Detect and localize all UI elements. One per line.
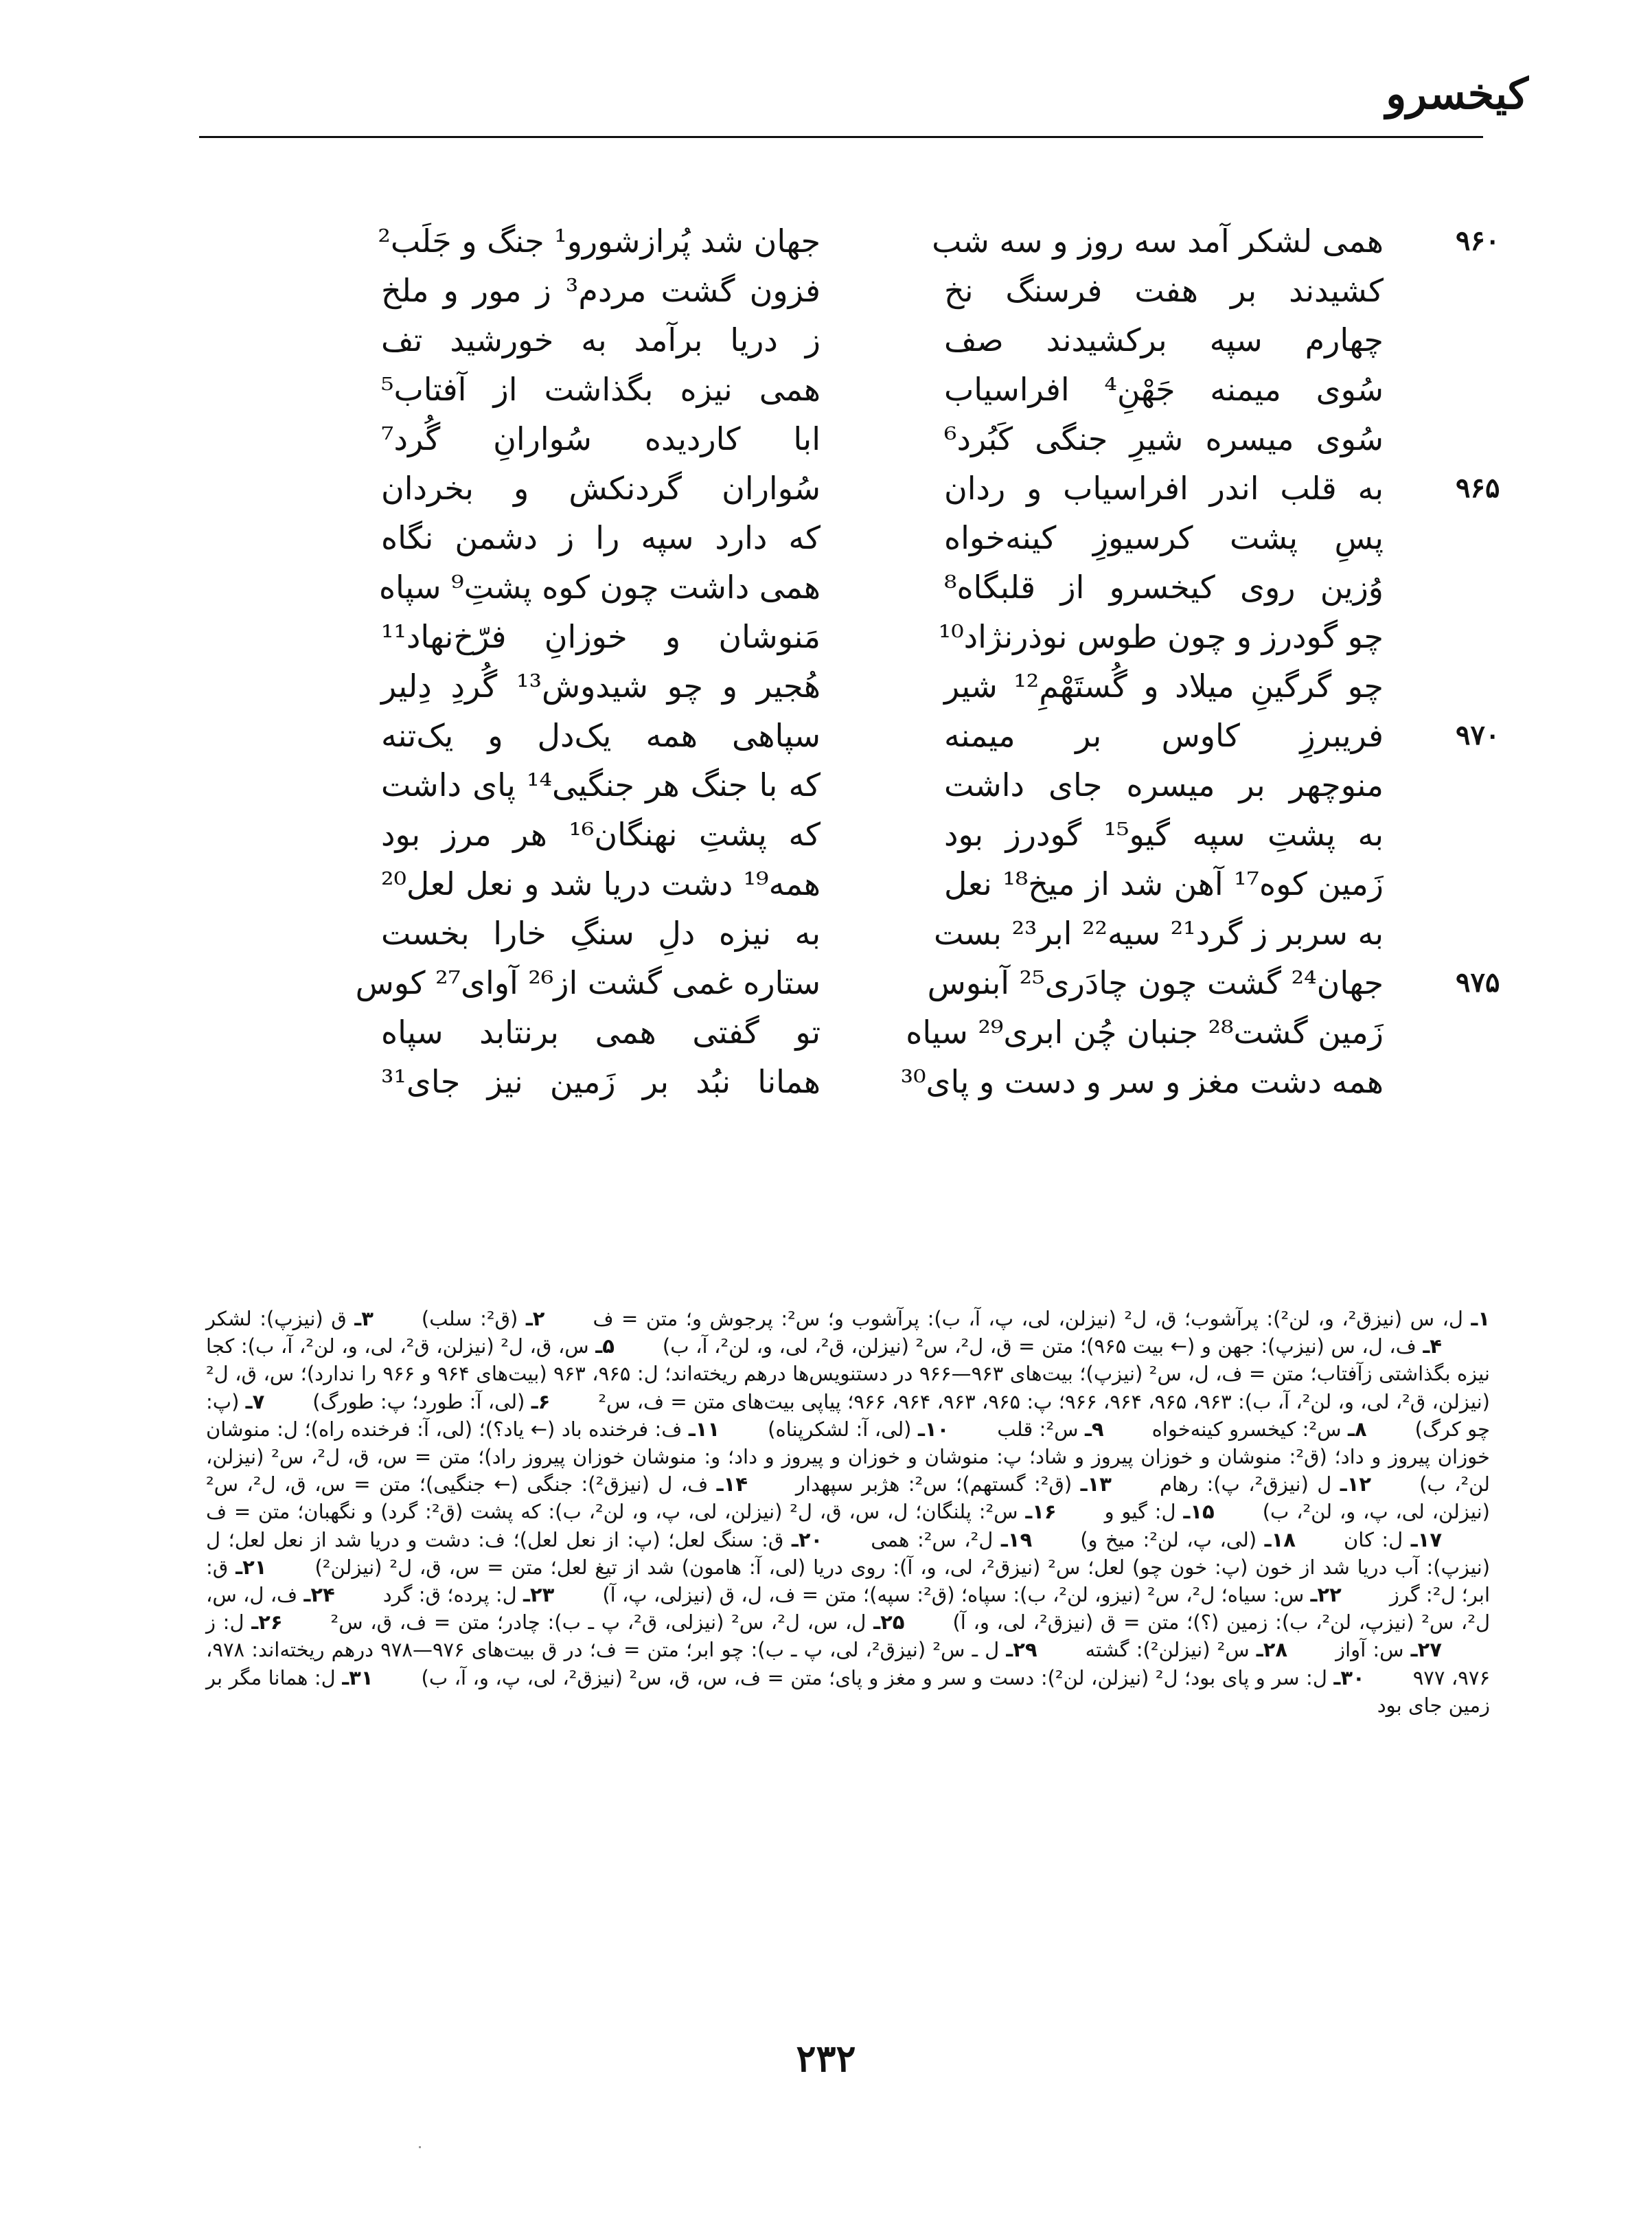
- footnote-text: ق (نیزپ): لشکر: [206, 1307, 347, 1330]
- verse-line: [0, 513, 1531, 562]
- footnote-number: ۱۷ـ: [1410, 1527, 1443, 1551]
- first-hemistich: پسِ پشت کرسیوزِ کینه‌خواه: [944, 519, 1384, 556]
- second-hemistich: تو گفتی همی برنتابد سپاه: [381, 1014, 821, 1051]
- footnote: [422, 1307, 545, 1330]
- footnote: [312, 1390, 550, 1413]
- footnote-text: ق: سنگ لعل؛ (پ: از نعل لعل)؛ ف: دشت و دریا شد از نعل لعل؛ ل (نیزپ): آب دریا شد از خون (پ: خون چو) لعل؛ س² (نیزق²، لی، و، آ): روی دریا (لی، آ: هامون) شد از تیغ لعل؛ متن = س، ق، ل² (نیزلن²): [206, 1527, 1491, 1579]
- footnote-number: ۳۱ـ: [342, 1665, 374, 1689]
- footnote-text: (پ: چو کرگ): [206, 1389, 1491, 1441]
- footnote: [206, 1610, 283, 1634]
- footnote: [206, 1307, 374, 1330]
- footnote-text: ل²، س²: همی: [871, 1527, 994, 1551]
- footnote-text: س²: قلب: [997, 1417, 1079, 1441]
- footnote-text: (ق²: گستهم)؛ س²: هژبر سپهدار: [795, 1472, 1072, 1496]
- footnote-text: س: سیاه؛ ل²، س² (نیزو، لن²، ب): سپاه؛ (ق²: سپه)؛ متن = ف، ل، ق (نیزلی، پ، آ): [602, 1583, 1305, 1607]
- footnote-number: ۴ـ: [1423, 1334, 1442, 1358]
- verse-line: [0, 612, 1531, 661]
- footnote-number: ۶ـ: [531, 1389, 551, 1413]
- footnote-number: ۱۰ـ: [917, 1417, 950, 1441]
- verse-number: ۹۶۰: [1456, 225, 1500, 257]
- footnote: [1152, 1417, 1367, 1441]
- verse-line: [0, 315, 1531, 365]
- footnote: [1105, 1500, 1215, 1523]
- footnote-number: ۵ـ: [595, 1334, 615, 1358]
- first-hemistich: فریبرزِ کاوس بر میمنه: [944, 717, 1384, 754]
- second-hemistich: که دارد سپه را ز دشمن نگاه: [381, 519, 821, 556]
- footnote-number: ۱۸ـ: [1264, 1527, 1296, 1551]
- verse-line: [0, 958, 1531, 1007]
- second-hemistich: مَنوشان و خوزانِ فرّخ‌نهاد¹¹: [381, 618, 821, 655]
- second-hemistich: جهان شد پُرازشورو¹ جنگ و جَلَب²: [378, 223, 821, 260]
- footnote-text: ل ـ س² (نیزق²، لی، پ ـ ب): چو ابر؛ متن = ف؛ در ق بیت‌های ۹۷۶—۹۷۸ درهم ریخته‌اند: ۹۷۸، ۹۷۶، ۹۷۷: [206, 1638, 1491, 1689]
- footnote-number: ۲۵ـ: [873, 1610, 905, 1635]
- second-hemistich: همانا نبُد بر زَمین نیز جای³¹: [381, 1063, 821, 1100]
- verse-line: [0, 711, 1531, 760]
- footnote-number: ۱۱ـ: [688, 1417, 720, 1441]
- footnote-number: ۹ـ: [1084, 1417, 1104, 1441]
- footnote-text: (لی، پ، لن²: میخ و): [1080, 1527, 1257, 1551]
- verse-line: [0, 266, 1531, 315]
- second-hemistich: هُجیر و چو شیدوش¹³ گُردِ دِلیر: [381, 668, 821, 705]
- footnote: [593, 1307, 1490, 1330]
- footnote-number: ۷ـ: [245, 1389, 265, 1413]
- footnote-number: ۱ـ: [1471, 1307, 1491, 1330]
- running-title: کیخسرو: [1386, 69, 1528, 119]
- first-hemistich: چهارم سپه برکشیدند صف: [944, 321, 1384, 358]
- footnote-number: ۲۷ـ: [1410, 1638, 1442, 1662]
- footnote-text: ل: پرده؛ ق: گرد: [382, 1583, 517, 1607]
- first-hemistich: زَمین گشت²⁸ جنبان چُن ابری²⁹ سیاه: [906, 1014, 1384, 1051]
- footnote-text: س²: پلنگان؛ ل، س، ق، ل² (نیزلن، لی، پ، و، لن²، ب): که پشت (ق²: گرد) و نگهبان؛ متن = ف: [206, 1500, 1018, 1524]
- footnote: [1344, 1528, 1442, 1551]
- verse-line: [0, 562, 1531, 612]
- footnote: [1335, 1638, 1442, 1661]
- footnote-text: س²: کیخسرو کینه‌خواه: [1151, 1417, 1342, 1441]
- footnote-text: س² (نیزلن²): گشته: [1085, 1638, 1250, 1662]
- footnote: [1160, 1472, 1371, 1496]
- footnote-text: ل: همانا مگر بر زمین جای بود: [206, 1665, 1490, 1717]
- footnote-text: ل: کان: [1343, 1527, 1403, 1551]
- verse-line: [0, 1007, 1531, 1057]
- second-hemistich: همی داشت چون کوه پشتِ⁹ سپاه: [378, 569, 821, 606]
- footnote: [331, 1610, 905, 1634]
- first-hemistich: سُوی میسره شیرِ جنگی کَبُرد⁶: [944, 420, 1384, 457]
- second-hemistich: فزون گشت مردم³ ز مور و ملخ: [381, 272, 821, 309]
- footnote-number: ۲۳ـ: [523, 1583, 555, 1607]
- footnote-number: ۱۳ـ: [1080, 1472, 1112, 1496]
- first-hemistich: به پشتِ سپه گیو¹⁵ گودرز بود: [944, 816, 1384, 853]
- footnote-text: ف، ل (نیزق²): جنگی (← جنگیی)؛ متن = س، ق، ل²، س² (نیزلن، لی، پ، و، لن²، ب): [206, 1472, 1490, 1524]
- footnote-number: ۲۹ـ: [1006, 1638, 1037, 1662]
- second-hemistich: ستاره غمی گشت از²⁶ آوای²⁷ کوس: [355, 964, 821, 1001]
- second-hemistich: سُواران گردنکش و بخردان: [381, 470, 821, 507]
- footnote: [768, 1417, 949, 1441]
- verse-number: ۹۶۵: [1456, 472, 1500, 504]
- second-hemistich: به نیزه دلِ سنگِ خارا بخست: [381, 915, 821, 952]
- second-hemistich: همی نیزه بگذاشت از آفتاب⁵: [381, 371, 821, 408]
- first-hemistich: چو گودرز و چون طوس نوذرنژاد¹⁰: [938, 618, 1384, 655]
- footnote-number: ۲۶ـ: [251, 1610, 283, 1635]
- footnote-text: س: آواز: [1335, 1638, 1404, 1662]
- first-hemistich: جهان²⁴ گشت چون چادَری²⁵ آبنوس: [927, 964, 1384, 1001]
- footnote-number: ۲۱ـ: [236, 1555, 267, 1579]
- first-hemistich: چو گرگینِ میلاد و گُستَهْمِ¹² شیر: [944, 668, 1384, 705]
- first-hemistich: سُوی میمنه جَهْنِ⁴ افراسیاب: [944, 371, 1384, 408]
- footnote-text: ق: ابر؛ ل²: گرز: [206, 1555, 1491, 1607]
- footnote-number: ۸ـ: [1347, 1417, 1367, 1441]
- first-hemistich: همه دشت مغز و سر و دست و پای³⁰: [900, 1063, 1384, 1100]
- second-hemistich: ابا کاردیده سُوارانِ گُرد⁷: [381, 420, 821, 457]
- second-hemistich: همه¹⁹ دشت دریا شد و نعل لعل²⁰: [381, 865, 821, 902]
- footnote: [602, 1583, 1342, 1606]
- footnote-text: ل: گیو و: [1104, 1500, 1176, 1524]
- second-hemistich: سپاهی همه یک‌دل و یک‌تنه: [381, 717, 821, 754]
- verse-line: [0, 909, 1531, 958]
- footnote-text: ف، ل، س (نیزپ): جهن و (← بیت ۹۶۵)؛ متن = ق، ل²، س² (نیزلن، ق²، لی، و، لن²، آ، ب): [662, 1334, 1416, 1358]
- footnote-text: ف: فرخنده باد (← یاد؟)؛ (لی، آ: فرخنده راه)؛ ل: منوشان خوزان پیروز و داد؛ (ق²: منوشان و خوزان پیروز و شاد؛ پ: منوشان و خوزان و پیروز و داد؛ و: منوشان خوزان پیروز راد)؛ متن = س، ق، ل²، س² (نیزلن، لن²، ب): [206, 1417, 1491, 1496]
- first-hemistich: همی لشکر آمد سه روز و سه شب: [932, 223, 1384, 260]
- footnote: [422, 1666, 1365, 1689]
- footnote: [206, 1500, 1057, 1523]
- footnote-number: ۱۴ـ: [716, 1472, 748, 1496]
- footnote-number: ۱۵ـ: [1183, 1500, 1215, 1524]
- verse-line: [0, 661, 1531, 711]
- footnote-number: ۳ـ: [354, 1307, 374, 1330]
- footnote-text: ل: سر و پای بود؛ ل² (نیزلن، لن²): دست و سر و مغز و پای؛ متن = ف، س، ق، س² (نیزق²، لی، پ، و، آ، ب): [421, 1665, 1327, 1689]
- footnote-text: ل: ز: [206, 1610, 244, 1635]
- scan-speck: [419, 2146, 421, 2148]
- first-hemistich: زَمین کوه¹⁷ آهن شد از میخ¹⁸ نعل: [944, 865, 1384, 902]
- verse-line: [0, 810, 1531, 859]
- footnote-text: ل (نیزق²، پ): رهام: [1159, 1472, 1332, 1496]
- footnote-text: (لی، آ: لشکرپناه): [768, 1417, 912, 1441]
- page-number: ۲۳۲: [796, 2036, 856, 2080]
- footnote-text: ل، س (نیزق²، و، لن²): پرآشوب؛ ق، ل² (نیزلن، لی، پ، آ، ب): پرآشوب و؛ س²: پرجوش و؛ متن = ف: [593, 1307, 1463, 1330]
- footnote-text: س، ق، ل² (نیزلن، ق²، لی، و، لن²، آ، ب): کجا نیزه بگذاشتی زآفتاب؛ متن = ف، ل، س² (نیزپ)؛ بیت‌های ۹۶۳—۹۶۶ در دستنویس‌ها درهم ریخته‌اند؛ ل: ۹۶۵، ۹۶۳ (بیت‌های ۹۶۴ و ۹۶۶ را ندارد)؛ س، ق، ل² (نیزلن، ق²، لی، و، لن²، آ، ب): ۹۶۳، ۹۶۵، ۹۶۴، ۹۶۶؛ پ: ۹۶۵، ۹۶۳، ۹۶۴، ۹۶۶؛ پیاپی بیت‌های متن = ف، س²: [206, 1334, 1490, 1413]
- verse-line: [0, 859, 1531, 909]
- footnote-number: ۲۰ـ: [791, 1527, 823, 1551]
- footnote: [871, 1528, 1032, 1551]
- verse-line: [0, 1057, 1531, 1106]
- footnote-number: ۱۶ـ: [1025, 1500, 1057, 1524]
- footnote: [796, 1472, 1112, 1496]
- footnote-number: ۲۸ـ: [1256, 1638, 1288, 1662]
- first-hemistich: به سربر ز گرد²¹ سیه²² ابر²³ بست: [933, 915, 1384, 952]
- header-rule: [199, 136, 1483, 138]
- footnote-number: ۲ـ: [525, 1307, 545, 1330]
- verse-line: [0, 414, 1531, 464]
- first-hemistich: وُزین روی کیخسرو از قلبگاه⁸: [944, 569, 1384, 606]
- verse-number: ۹۷۰: [1456, 719, 1500, 751]
- footnote: [997, 1417, 1103, 1441]
- second-hemistich: ز دریا برآمد به خورشید تف: [381, 321, 821, 358]
- verse-line: [0, 365, 1531, 414]
- first-hemistich: کشیدند بر هفت فرسنگ نخ: [944, 272, 1384, 309]
- footnote-text: ل، س، ل²، س² (نیزلی، ق²، پ ـ ب): چادر؛ متن = ف، ق، س²: [330, 1610, 867, 1635]
- footnote: [206, 1528, 1490, 1579]
- verse-line: [0, 216, 1531, 266]
- footnote-text: ف، ل، س، ل²، س² (نیزپ، لن²، ب): زمین (؟)؛ متن = ق (نیزق²، لی، و، آ): [206, 1583, 1491, 1635]
- footnote: [1086, 1638, 1288, 1661]
- footnote-text: (لی، آ: طورد؛ پ: طورگ): [312, 1389, 525, 1413]
- footnote-number: ۱۲ـ: [1340, 1472, 1372, 1496]
- verse-line: [0, 464, 1531, 513]
- footnote-text: (ق²: سلب): [421, 1307, 518, 1330]
- footnote: [663, 1334, 1442, 1358]
- second-hemistich: که با جنگ هر جنگیی¹⁴ پای داشت: [381, 766, 821, 804]
- footnotes: [206, 1305, 1490, 1719]
- footnote: [1080, 1528, 1296, 1551]
- second-hemistich: که پشتِ نهنگان¹⁶ هر مرز بود: [381, 816, 821, 853]
- verse-number: ۹۷۵: [1456, 966, 1500, 999]
- footnote-number: ۳۰ـ: [1333, 1665, 1365, 1689]
- footnote-number: ۲۴ـ: [303, 1583, 335, 1607]
- verse-line: [0, 760, 1531, 810]
- first-hemistich: به قلب اندر افراسیاب و ردان: [944, 470, 1384, 507]
- first-hemistich: منوچهر بر میسره جای داشت: [944, 766, 1384, 804]
- footnote-number: ۱۹ـ: [1000, 1527, 1033, 1551]
- footnote: [383, 1583, 555, 1606]
- footnote-number: ۲۲ـ: [1310, 1583, 1342, 1607]
